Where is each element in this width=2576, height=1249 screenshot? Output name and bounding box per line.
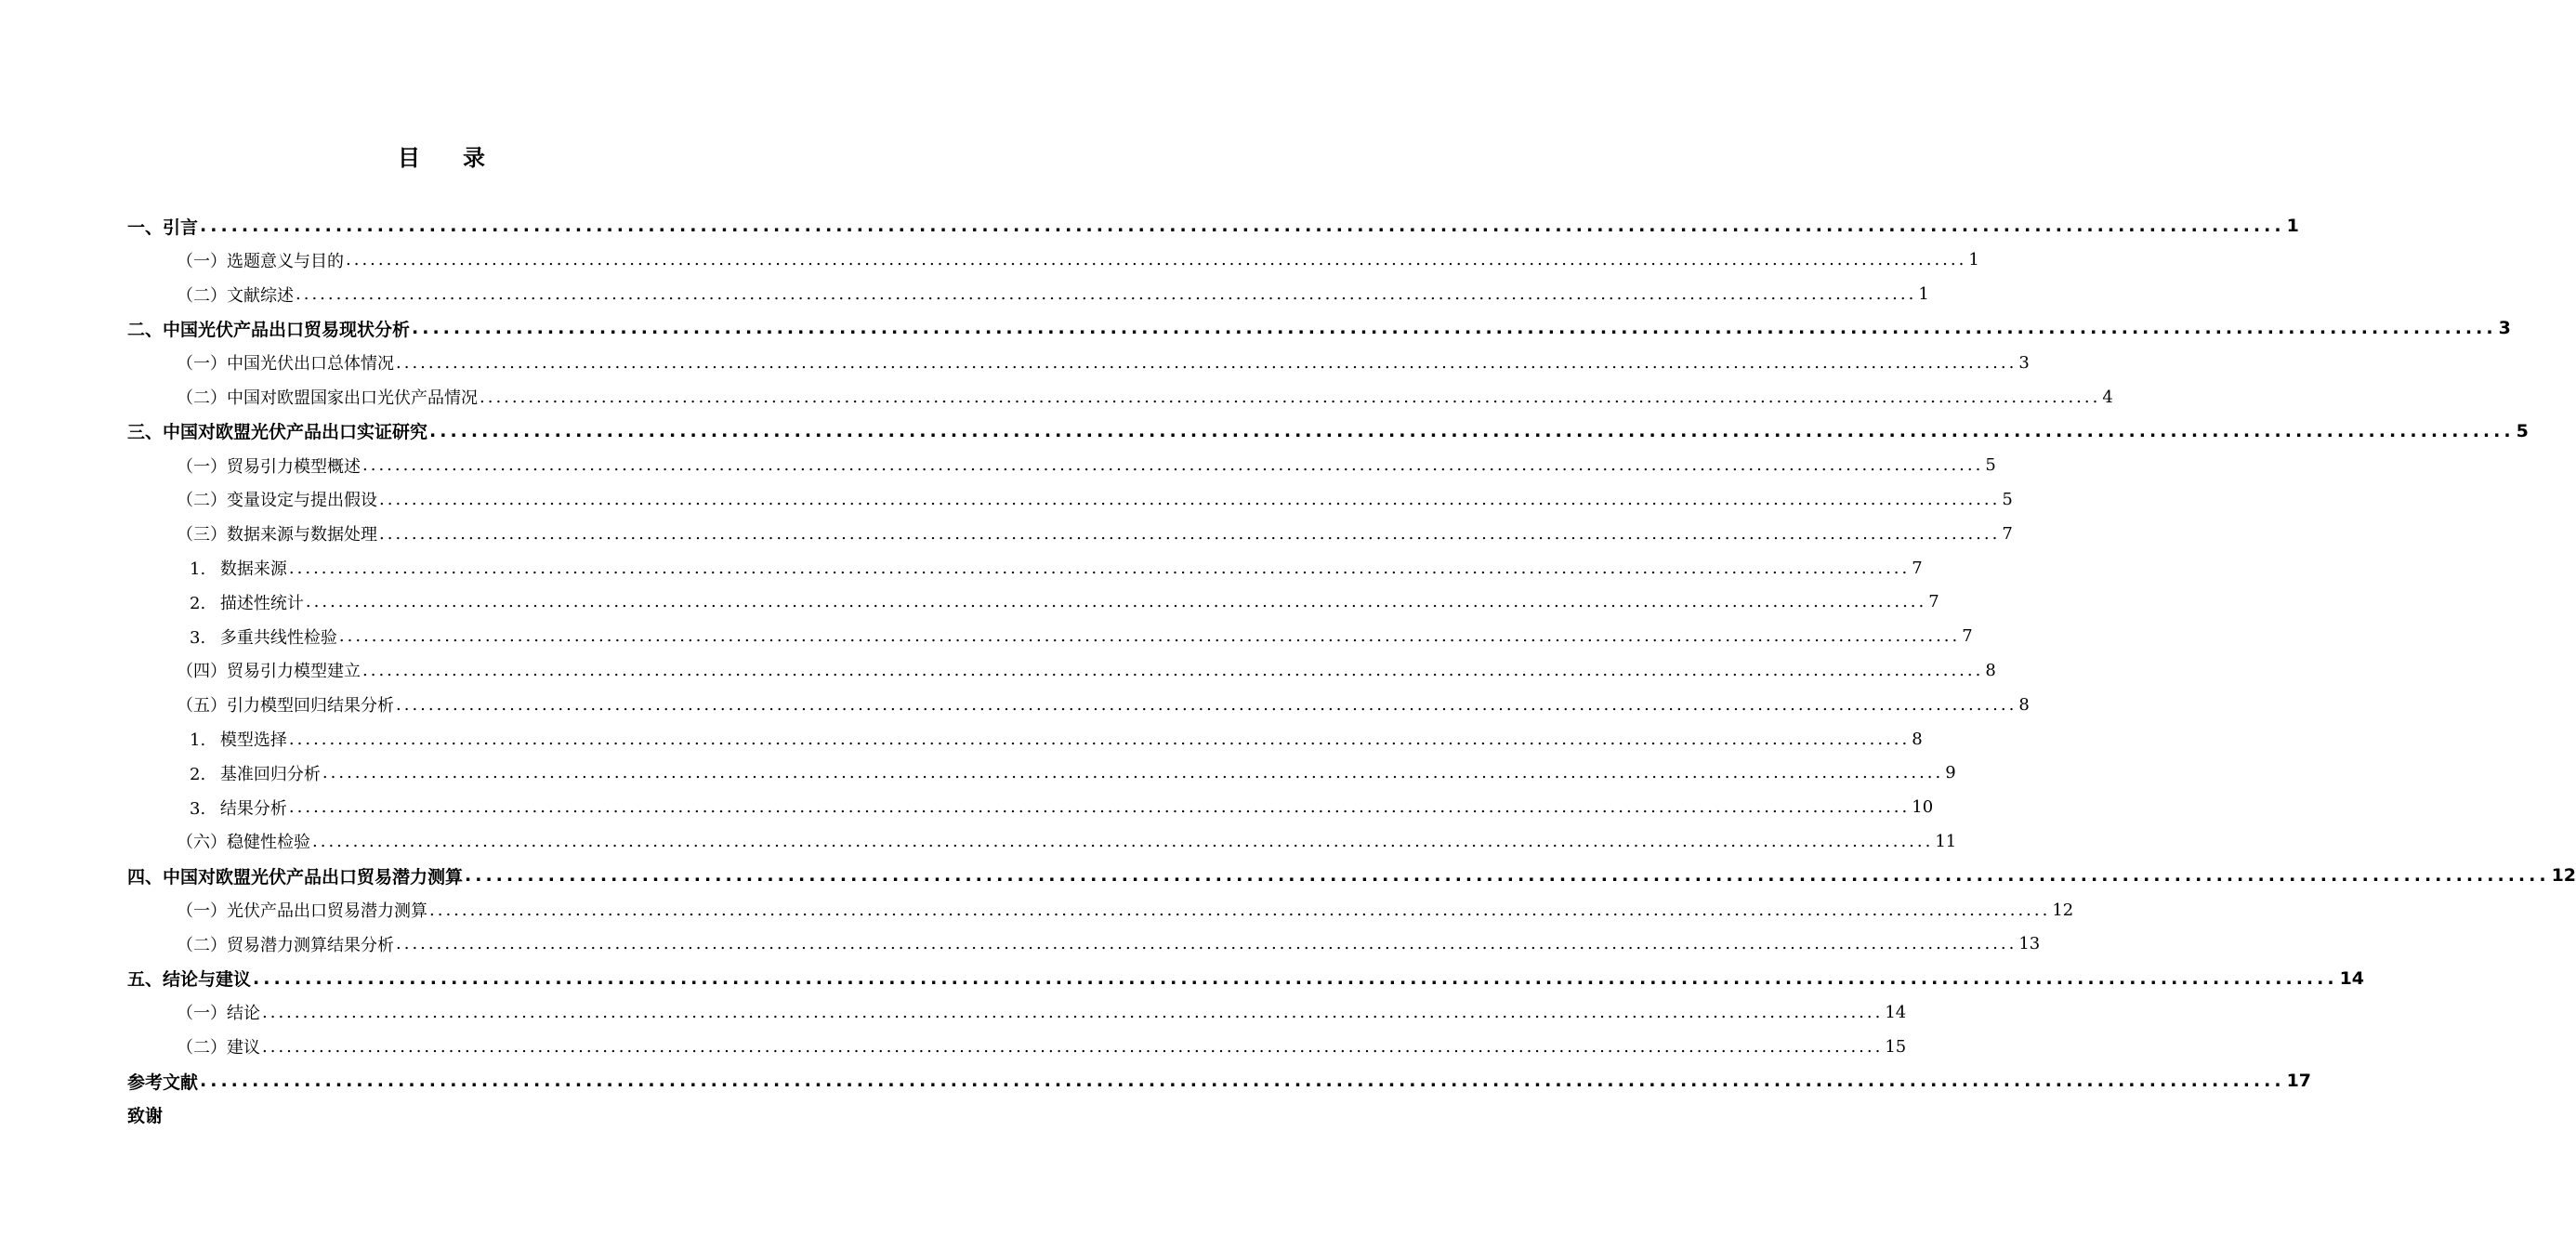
toc-entry-page-number: 7 bbox=[2002, 523, 2013, 544]
toc-entry[interactable] bbox=[127, 414, 2529, 448]
toc-entry-page-number: 8 bbox=[1912, 729, 1923, 749]
toc-entry-title: （一）中国光伏出口总体情况 bbox=[177, 354, 394, 375]
toc-leader-dots: ........................................................................................................................................................................................................ bbox=[262, 1002, 1884, 1022]
toc-entry-page-number: 3 bbox=[2018, 352, 2030, 373]
toc-entry[interactable] bbox=[177, 995, 1907, 1029]
toc-leader-dots: ........................................................................................................................................................................................................ bbox=[262, 1036, 1884, 1057]
toc-leader-dots: ........................................................................................................................................................................................................ bbox=[288, 797, 1911, 818]
toc-entry-title: 参考文献 bbox=[127, 1072, 199, 1093]
toc-entry-page-number: 8 bbox=[2018, 694, 2030, 715]
toc-entry-title: 五、结论与建议 bbox=[127, 969, 252, 991]
toc-entry[interactable] bbox=[127, 1098, 790, 1132]
toc-entry-page-number: 4 bbox=[2102, 387, 2113, 407]
toc-entry-title: （二）中国对欧盟国家出口光伏产品情况 bbox=[177, 388, 478, 408]
toc-entry-title: 1. 模型选择 bbox=[190, 730, 287, 750]
toc-leader-dots: ........................................................................................................................................................................................................ bbox=[288, 729, 1911, 749]
toc-entry-page-number: 5 bbox=[2516, 420, 2529, 441]
toc-entry[interactable] bbox=[177, 346, 2030, 379]
toc-entry[interactable] bbox=[177, 482, 2013, 516]
toc-entry[interactable] bbox=[177, 517, 2013, 550]
toc-entry-title: 四、中国对欧盟光伏产品出口贸易潜力测算 bbox=[127, 866, 464, 887]
toc-entry[interactable] bbox=[127, 962, 2365, 995]
toc-entry-page-number: 10 bbox=[1912, 797, 1934, 818]
toc-entry-title: 致谢 bbox=[127, 1106, 164, 1127]
toc-entry-page-number: 1 bbox=[2286, 216, 2299, 236]
toc-leader-dots: ........................................................................................................................................................................................................ bbox=[305, 592, 1927, 612]
toc-entry-title: （一）选题意义与目的 bbox=[177, 251, 344, 271]
toc-entry[interactable] bbox=[190, 722, 1923, 756]
toc-leader-dots: ........................................................................................................................................................................................................ bbox=[429, 420, 2515, 441]
toc-entry-title: 2. 描述性统计 bbox=[190, 593, 304, 613]
page-title bbox=[0, 139, 883, 177]
toc-leader-dots: ........................................................................................................................................................................................................ bbox=[480, 387, 2101, 407]
toc-leader-dots: ........................................................................................................................................................................................................ bbox=[396, 352, 2017, 373]
toc-entry-title: （二）贸易潜力测算结果分析 bbox=[177, 935, 394, 955]
toc-entry-page-number: 5 bbox=[1985, 455, 1996, 476]
toc-entry-title: （二）建议 bbox=[177, 1038, 260, 1058]
toc-entry-page-number: 7 bbox=[1928, 592, 1939, 612]
toc-entry-page-number: 3 bbox=[2498, 318, 2511, 339]
toc-entry-title: （二）变量设定与提出假设 bbox=[177, 491, 377, 511]
toc-entry-title: 3. 多重共线性检验 bbox=[190, 627, 337, 648]
toc-entry-title: （六）稳健性检验 bbox=[177, 833, 310, 853]
toc-leader-dots: ........................................................................................................................................................................................................ bbox=[288, 558, 1911, 578]
toc-entry-title: 二、中国光伏产品出口贸易现状分析 bbox=[127, 319, 411, 340]
toc-entry[interactable] bbox=[190, 756, 1956, 790]
toc-entry-title: （四）贸易引力模型建立 bbox=[177, 662, 361, 682]
toc-entry[interactable] bbox=[190, 585, 1939, 619]
toc-entry-page-number: 7 bbox=[1912, 558, 1923, 578]
toc-leader-dots: ........................................................................................................................................................................................................ bbox=[296, 284, 1917, 305]
toc-entry[interactable] bbox=[190, 620, 1973, 653]
toc-entry-title: （一）贸易引力模型概述 bbox=[177, 456, 361, 477]
toc-leader-dots: ........................................................................................................................................................................................................ bbox=[253, 967, 2338, 989]
toc-entry-page-number: 12 bbox=[2551, 865, 2576, 887]
toc-entry[interactable] bbox=[177, 927, 2041, 961]
toc-leader-dots: ........................................................................................................................................................................................................ bbox=[412, 318, 2497, 339]
toc-leader-dots: ........................................................................................................................................................................................................ bbox=[362, 455, 1984, 476]
toc-entry[interactable] bbox=[177, 893, 2074, 927]
toc-entry[interactable] bbox=[177, 449, 1996, 482]
toc-entry-page-number: 17 bbox=[2286, 1071, 2312, 1091]
toc-entry-page-number: 14 bbox=[2339, 967, 2365, 989]
page-title-char-1: 目 bbox=[398, 145, 420, 171]
toc-entry-page-number: 9 bbox=[1945, 763, 1956, 783]
toc-entry-page-number: 12 bbox=[2052, 900, 2074, 920]
toc-entry-page-number: 8 bbox=[1985, 660, 1996, 680]
toc-entry-title: （一）光伏产品出口贸易潜力测算 bbox=[177, 901, 427, 921]
toc-leader-dots: ........................................................................................................................................................................................................ bbox=[396, 694, 2017, 715]
toc-leader-dots: ........................................................................................................................................................................................................ bbox=[200, 1071, 2285, 1091]
toc-leader-dots: ........................................................................................................................................................................................................ bbox=[396, 934, 2017, 954]
toc-entry-page-number: 5 bbox=[2002, 489, 2013, 509]
toc-leader-dots: ........................................................................................................................................................................................................ bbox=[200, 216, 2285, 236]
toc-entry[interactable] bbox=[177, 824, 1957, 858]
toc-entry-title: 2. 基准回归分析 bbox=[190, 764, 321, 784]
toc-entry-title: （三）数据来源与数据处理 bbox=[177, 525, 377, 546]
toc-entry-page-number: 14 bbox=[1885, 1002, 1907, 1022]
toc-entry-title: （二）文献综述 bbox=[177, 285, 294, 306]
toc-entry[interactable] bbox=[127, 1064, 2312, 1098]
toc-entry[interactable] bbox=[190, 791, 1934, 824]
toc-entry-page-number: 15 bbox=[1885, 1036, 1907, 1057]
toc-entry-title: 1. 数据来源 bbox=[190, 559, 287, 579]
toc-leader-dots: ........................................................................................................................................................................................................ bbox=[346, 250, 1967, 270]
toc-entry[interactable] bbox=[177, 243, 1979, 277]
page-title-char-2: 录 bbox=[463, 145, 485, 171]
toc-entry-title: （五）引力模型回归结果分析 bbox=[177, 696, 394, 717]
toc-entry[interactable] bbox=[127, 311, 2511, 345]
toc-leader-dots: ........................................................................................................................................................................................................ bbox=[379, 489, 2001, 509]
toc-entry[interactable] bbox=[177, 688, 2030, 721]
toc-entry[interactable] bbox=[127, 209, 2299, 243]
toc-entry-page-number: 1 bbox=[1918, 284, 1929, 305]
toc-entry[interactable] bbox=[190, 551, 1923, 585]
toc-entry-title: 3. 结果分析 bbox=[190, 798, 287, 819]
toc-leader-dots: ........................................................................................................................................................................................................ bbox=[338, 626, 1961, 647]
toc-entry-title: （一）结论 bbox=[177, 1004, 260, 1024]
toc-entry-page-number: 7 bbox=[1962, 626, 1973, 647]
toc-entry[interactable] bbox=[177, 1030, 1907, 1063]
toc-entry[interactable] bbox=[127, 859, 2576, 892]
toc-entry-page-number: 11 bbox=[1935, 831, 1957, 851]
toc-entry-title: 三、中国对欧盟光伏产品出口实证研究 bbox=[127, 422, 428, 443]
toc-entry-title: 一、引言 bbox=[127, 217, 199, 238]
toc-leader-dots: ........................................................................................................................................................................................................ bbox=[429, 900, 2051, 920]
toc-leader-dots: ........................................................................................................................................................................................................ bbox=[362, 660, 1984, 680]
toc-entry-page-number: 13 bbox=[2018, 934, 2041, 954]
toc-leader-dots: ........................................................................................................................................................................................................ bbox=[312, 831, 1934, 851]
toc-entry[interactable] bbox=[177, 380, 2113, 414]
toc-entry[interactable] bbox=[177, 278, 1929, 311]
toc-entry[interactable] bbox=[177, 653, 1996, 687]
toc-entry-page-number: 1 bbox=[1968, 250, 1979, 270]
toc-leader-dots: ........................................................................................................................................................................................................ bbox=[465, 865, 2550, 887]
toc-leader-dots: ........................................................................................................................................................................................................ bbox=[322, 763, 1944, 783]
toc-leader-dots: ........................................................................................................................................................................................................ bbox=[379, 523, 2001, 544]
